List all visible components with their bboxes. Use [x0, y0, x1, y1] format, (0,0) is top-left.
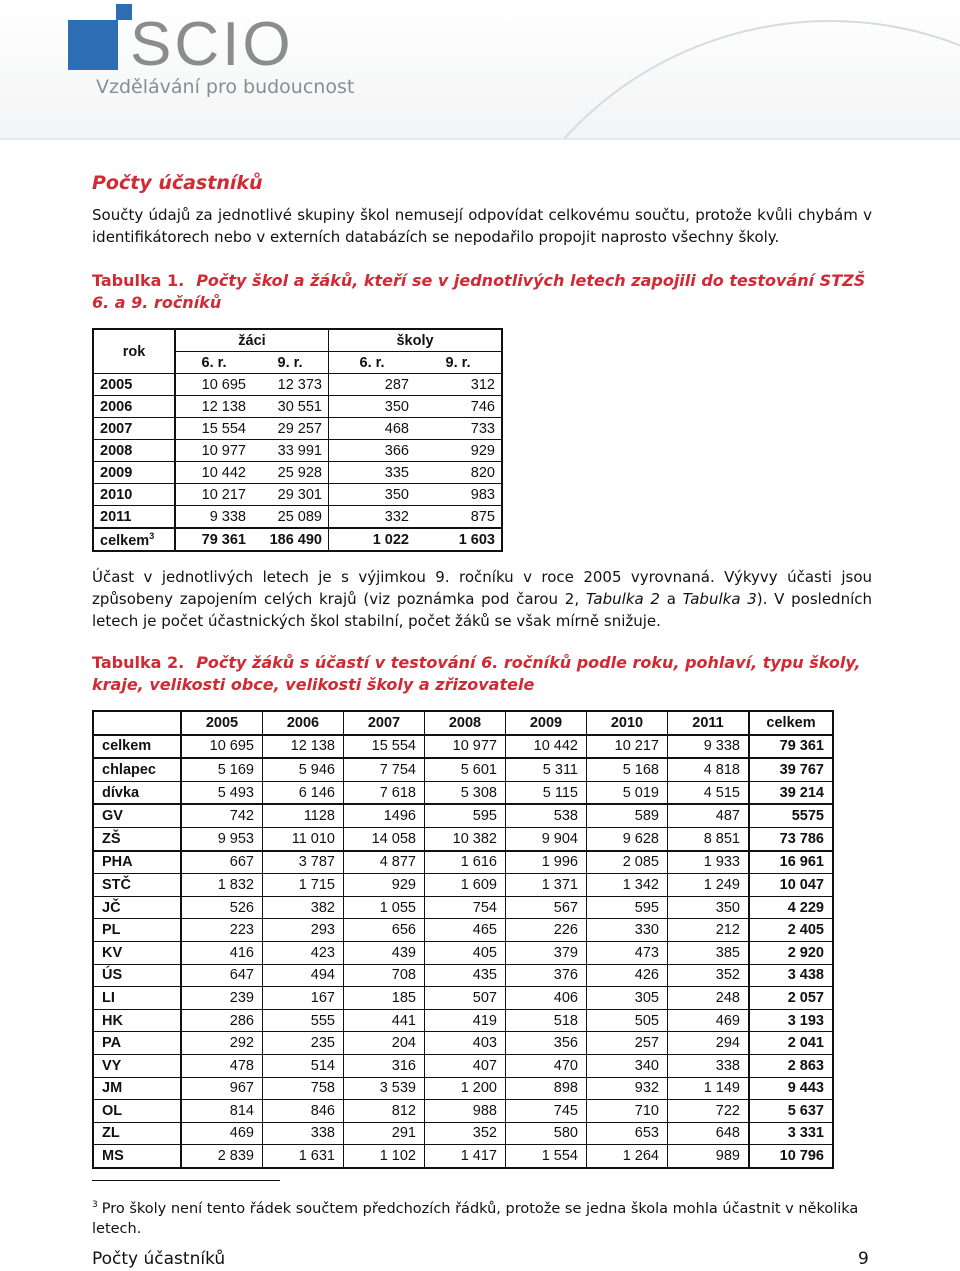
- table1-value-cell: 875: [415, 506, 502, 529]
- table2-total-cell: 2 863: [749, 1054, 833, 1077]
- table2-row-label: VY: [93, 1054, 181, 1077]
- table2-value-cell: 235: [263, 1032, 344, 1055]
- table2-value-cell: 9 953: [181, 827, 263, 850]
- table2-value-cell: 1 616: [425, 851, 506, 874]
- table2-value-cell: 555: [263, 1009, 344, 1032]
- table2-value-cell: 10 442: [506, 735, 587, 759]
- footnote-ref-mark: 3: [149, 530, 155, 541]
- table2-value-cell: 589: [587, 804, 668, 827]
- table1-value-cell: 30 551: [252, 396, 329, 418]
- page-number: 9: [858, 1249, 869, 1269]
- table2-value-cell: 595: [587, 896, 668, 919]
- table2-row-label: MS: [93, 1145, 181, 1168]
- table2-value-cell: 405: [425, 941, 506, 964]
- table2-value-cell: 494: [263, 964, 344, 987]
- table1-row: [93, 484, 502, 506]
- table2-row-label: HK: [93, 1009, 181, 1032]
- table1-header-zaci: žáci: [175, 329, 329, 352]
- summary-conjunction: a: [659, 590, 683, 608]
- table2-value-cell: 340: [587, 1054, 668, 1077]
- table2-value-cell: 239: [181, 987, 263, 1010]
- table1-value-cell: 335: [329, 462, 416, 484]
- table2-row-label: GV: [93, 804, 181, 827]
- table2-value-cell: 487: [668, 804, 750, 827]
- table1-caption-text: Počty škol a žáků, kteří se v jednotlivých letech zapojili do testování STZŠ 6. a 9. ročníků: [92, 271, 866, 312]
- table1-value-cell: 25 089: [252, 506, 329, 529]
- table2-value-cell: 9 628: [587, 827, 668, 850]
- table2-value-cell: 758: [263, 1077, 344, 1100]
- table2-value-cell: 379: [506, 941, 587, 964]
- table2-value-cell: 5 308: [425, 781, 506, 804]
- table2-value-cell: 4 877: [344, 851, 425, 874]
- table1-value-cell: 25 928: [252, 462, 329, 484]
- table2-value-cell: 708: [344, 964, 425, 987]
- table1-value-cell: 10 217: [175, 484, 252, 506]
- table2-value-cell: 1 249: [668, 874, 750, 897]
- table2-value-cell: 419: [425, 1009, 506, 1032]
- table2-value-cell: 470: [506, 1054, 587, 1077]
- table2-value-cell: 2 085: [587, 851, 668, 874]
- table1-value-cell: 29 301: [252, 484, 329, 506]
- table2-value-cell: 469: [668, 1009, 750, 1032]
- table2-value-cell: 167: [263, 987, 344, 1010]
- table1-value-cell: 312: [415, 374, 502, 396]
- table2-row: [93, 919, 833, 942]
- table1-value-cell: 12 373: [252, 374, 329, 396]
- table2-total-cell: 5575: [749, 804, 833, 827]
- table-reference: Tabulka 3: [682, 590, 757, 608]
- table2-value-cell: 9 904: [506, 827, 587, 850]
- table1-year-cell: 2006: [93, 396, 175, 418]
- table2-total-cell: 2 405: [749, 919, 833, 942]
- table2-row-label: JM: [93, 1077, 181, 1100]
- table2-value-cell: 1 715: [263, 874, 344, 897]
- table2-row-label: STČ: [93, 874, 181, 897]
- logo-square-large: [68, 20, 118, 70]
- table1-value-cell: 33 991: [252, 440, 329, 462]
- table1-row: [93, 506, 502, 529]
- table2-row: [93, 1032, 833, 1055]
- table2-value-cell: 352: [425, 1122, 506, 1145]
- table1-year-cell: 2005: [93, 374, 175, 396]
- table2-total-cell: 3 438: [749, 964, 833, 987]
- table2-row-label: OL: [93, 1100, 181, 1123]
- table2-value-cell: 6 146: [263, 781, 344, 804]
- table2-value-cell: 1 631: [263, 1145, 344, 1168]
- table1-total-cell: 1 603: [415, 528, 502, 551]
- table2-row: [93, 851, 833, 874]
- table2-value-cell: 1 342: [587, 874, 668, 897]
- table2-number: Tabulka 2.: [92, 653, 185, 672]
- table2-value-cell: 248: [668, 987, 750, 1010]
- table2-value-cell: 538: [506, 804, 587, 827]
- footnote-text: [92, 1195, 872, 1239]
- table2-value-cell: 722: [668, 1100, 750, 1123]
- footnote-mark: 3: [92, 1200, 98, 1210]
- main-content: [92, 172, 872, 1169]
- table2-column-header: 2007: [344, 711, 425, 735]
- table2-value-cell: 7 618: [344, 781, 425, 804]
- table2-value-cell: 514: [263, 1054, 344, 1077]
- table2-value-cell: 257: [587, 1032, 668, 1055]
- table1-number: Tabulka 1.: [92, 271, 185, 290]
- table2-row: [93, 1077, 833, 1100]
- table2-value-cell: 291: [344, 1122, 425, 1145]
- logo-brand: SCIO: [130, 10, 294, 79]
- table1-value-cell: 10 442: [175, 462, 252, 484]
- table1-subheader: 6. r.: [329, 352, 416, 374]
- table2-value-cell: 932: [587, 1077, 668, 1100]
- table2-row-label: PL: [93, 919, 181, 942]
- table2-value-cell: 5 115: [506, 781, 587, 804]
- table2-total-cell: 10 796: [749, 1145, 833, 1168]
- table2-total-cell: 73 786: [749, 827, 833, 850]
- table2-value-cell: 5 168: [587, 758, 668, 781]
- table2-value-cell: 382: [263, 896, 344, 919]
- scio-logo: [64, 0, 364, 110]
- table2-value-cell: 1 609: [425, 874, 506, 897]
- table2-row-label: JČ: [93, 896, 181, 919]
- table2-value-cell: 478: [181, 1054, 263, 1077]
- table2-value-cell: 745: [506, 1100, 587, 1123]
- table2-value-cell: 567: [506, 896, 587, 919]
- table2-value-cell: 3 539: [344, 1077, 425, 1100]
- table2-caption: [92, 652, 872, 696]
- table2-column-header: celkem: [749, 711, 833, 735]
- table2-total-cell: 9 443: [749, 1077, 833, 1100]
- table2-row: [93, 781, 833, 804]
- table1-total-cell: 1 022: [329, 528, 416, 551]
- table2-value-cell: 439: [344, 941, 425, 964]
- table-reference: Tabulka 2: [585, 590, 660, 608]
- table2-row: [93, 804, 833, 827]
- table2-row: [93, 874, 833, 897]
- table2-value-cell: 5 169: [181, 758, 263, 781]
- table2-value-cell: 14 058: [344, 827, 425, 850]
- table2-value-cell: 352: [668, 964, 750, 987]
- table2-value-cell: 1 933: [668, 851, 750, 874]
- decorative-arc: [470, 20, 960, 140]
- table2-value-cell: 338: [668, 1054, 750, 1077]
- footnote-rule: [92, 1180, 280, 1181]
- table2-column-header: 2006: [263, 711, 344, 735]
- table2-value-cell: 648: [668, 1122, 750, 1145]
- table1-year-cell: 2008: [93, 440, 175, 462]
- table2-value-cell: 223: [181, 919, 263, 942]
- footnote: [92, 1180, 872, 1239]
- table2-value-cell: 580: [506, 1122, 587, 1145]
- table2-value-cell: 898: [506, 1077, 587, 1100]
- table2-value-cell: 1 102: [344, 1145, 425, 1168]
- table2-row-label: ÚS: [93, 964, 181, 987]
- table2-value-cell: 653: [587, 1122, 668, 1145]
- table2-value-cell: 1 055: [344, 896, 425, 919]
- summary-text: Účast v jednotlivých letech je s výjimkou 9. ročníku v roce 2005 vyrovnaná. Výkyvy účasti jsou způsobeny zapojením celých krajů (viz poznámka pod čarou 2,: [92, 568, 872, 608]
- table1-value-cell: 29 257: [252, 418, 329, 440]
- table2-value-cell: 406: [506, 987, 587, 1010]
- table2-value-cell: 356: [506, 1032, 587, 1055]
- table1-value-cell: 9 338: [175, 506, 252, 529]
- table1-value-cell: 350: [329, 484, 416, 506]
- table2-value-cell: 5 019: [587, 781, 668, 804]
- table2-value-cell: 441: [344, 1009, 425, 1032]
- footnote-body: Pro školy není tento řádek součtem předchozích řádků, protože se jedna škola mohla účastnit v několika letech.: [92, 1200, 859, 1237]
- table2-total-cell: 79 361: [749, 735, 833, 759]
- table2-value-cell: 742: [181, 804, 263, 827]
- table2-value-cell: 5 311: [506, 758, 587, 781]
- table2-value-cell: 1 371: [506, 874, 587, 897]
- table2-value-cell: 10 695: [181, 735, 263, 759]
- table2-value-cell: 435: [425, 964, 506, 987]
- table2-value-cell: 10 217: [587, 735, 668, 759]
- table2-value-cell: 7 754: [344, 758, 425, 781]
- table2-value-cell: 507: [425, 987, 506, 1010]
- table1-value-cell: 820: [415, 462, 502, 484]
- table2-value-cell: 330: [587, 919, 668, 942]
- table1-subheader: 9. r.: [252, 352, 329, 374]
- table2-value-cell: 929: [344, 874, 425, 897]
- table2-value-cell: 1 832: [181, 874, 263, 897]
- table2-value-cell: 518: [506, 1009, 587, 1032]
- table2-value-cell: 286: [181, 1009, 263, 1032]
- table2-row-label: LI: [93, 987, 181, 1010]
- table2-value-cell: 416: [181, 941, 263, 964]
- table1-row: [93, 462, 502, 484]
- table2-value-cell: 316: [344, 1054, 425, 1077]
- table2-value-cell: 1 149: [668, 1077, 750, 1100]
- header-divider: [0, 138, 960, 140]
- table1-year-cell: 2009: [93, 462, 175, 484]
- table2-value-cell: 5 493: [181, 781, 263, 804]
- table2-value-cell: 4 515: [668, 781, 750, 804]
- table1-value-cell: 366: [329, 440, 416, 462]
- table1-year-cell: 2010: [93, 484, 175, 506]
- logo-slogan: Vzdělávání pro budoucnost: [96, 76, 355, 98]
- table2-value-cell: 12 138: [263, 735, 344, 759]
- table1-value-cell: 733: [415, 418, 502, 440]
- table1-total-label: [93, 528, 175, 551]
- table2-total-cell: 5 637: [749, 1100, 833, 1123]
- table1-header-skoly: školy: [329, 329, 503, 352]
- table2-value-cell: 1 200: [425, 1077, 506, 1100]
- table2-value-cell: 204: [344, 1032, 425, 1055]
- table2-row-label: chlapec: [93, 758, 181, 781]
- table2-value-cell: 10 977: [425, 735, 506, 759]
- table1-total-cell: 79 361: [175, 528, 252, 551]
- table2-value-cell: 350: [668, 896, 750, 919]
- table2-total-cell: 39 214: [749, 781, 833, 804]
- table2-value-cell: 9 338: [668, 735, 750, 759]
- table1-header-rok: rok: [93, 329, 175, 374]
- table1-value-cell: 287: [329, 374, 416, 396]
- table2-total-cell: 10 047: [749, 874, 833, 897]
- table2-value-cell: 465: [425, 919, 506, 942]
- footer-title: Počty účastníků: [92, 1249, 226, 1269]
- table2-row: [93, 941, 833, 964]
- table1-total-text: celkem: [100, 532, 150, 549]
- table2-total-cell: 3 193: [749, 1009, 833, 1032]
- table2-value-cell: 376: [506, 964, 587, 987]
- table2-total-cell: 2 057: [749, 987, 833, 1010]
- table2-value-cell: 294: [668, 1032, 750, 1055]
- table2-value-cell: 967: [181, 1077, 263, 1100]
- table2-value-cell: 226: [506, 919, 587, 942]
- table2-total-cell: 2 041: [749, 1032, 833, 1055]
- table1-row: [93, 418, 502, 440]
- table2-value-cell: 338: [263, 1122, 344, 1145]
- table2-value-cell: 754: [425, 896, 506, 919]
- table1-value-cell: 12 138: [175, 396, 252, 418]
- table2-value-cell: 595: [425, 804, 506, 827]
- table2-row: [93, 896, 833, 919]
- table2-value-cell: 846: [263, 1100, 344, 1123]
- table2-row: [93, 1054, 833, 1077]
- table2-value-cell: 8 851: [668, 827, 750, 850]
- table2-value-cell: 5 601: [425, 758, 506, 781]
- table1-year-cell: 2007: [93, 418, 175, 440]
- table2-value-cell: 15 554: [344, 735, 425, 759]
- table2-corner: [93, 711, 181, 735]
- table1-value-cell: 332: [329, 506, 416, 529]
- table2-value-cell: 1 554: [506, 1145, 587, 1168]
- table2-value-cell: 1496: [344, 804, 425, 827]
- table2-value-cell: 988: [425, 1100, 506, 1123]
- table2-value-cell: 1 264: [587, 1145, 668, 1168]
- table2-row-label: celkem: [93, 735, 181, 759]
- page-header: [0, 0, 960, 140]
- table2-value-cell: 3 787: [263, 851, 344, 874]
- table2-row: [93, 735, 833, 759]
- table1-total-cell: 186 490: [252, 528, 329, 551]
- table2-row-label: dívka: [93, 781, 181, 804]
- table2-column-header: 2009: [506, 711, 587, 735]
- table2-value-cell: 426: [587, 964, 668, 987]
- table2-value-cell: 4 818: [668, 758, 750, 781]
- table1-value-cell: 929: [415, 440, 502, 462]
- table1-value-cell: 350: [329, 396, 416, 418]
- table2-row: [93, 987, 833, 1010]
- table2-value-cell: 1 996: [506, 851, 587, 874]
- table2-value-cell: 423: [263, 941, 344, 964]
- table1-row: [93, 396, 502, 418]
- table1-caption: [92, 270, 872, 314]
- table2-value-cell: 385: [668, 941, 750, 964]
- table2-value-cell: 305: [587, 987, 668, 1010]
- table2-total-cell: 39 767: [749, 758, 833, 781]
- table2-value-cell: 1 417: [425, 1145, 506, 1168]
- table2-row: [93, 1009, 833, 1032]
- table2-row-label: ZL: [93, 1122, 181, 1145]
- table2-value-cell: 989: [668, 1145, 750, 1168]
- table2-total-cell: 2 920: [749, 941, 833, 964]
- intro-paragraph: Součty údajů za jednotlivé skupiny škol nemusejí odpovídat celkovému součtu, protože kvůli chybám v identifikátorech nebo v externích databázích se nepodařilo propojit naprosto všechny školy.: [92, 206, 872, 246]
- table1-value-cell: 10 977: [175, 440, 252, 462]
- table1-value-cell: 10 695: [175, 374, 252, 396]
- table2-row-label: PHA: [93, 851, 181, 874]
- table2-column-header: 2005: [181, 711, 263, 735]
- table2-value-cell: 11 010: [263, 827, 344, 850]
- table2-value-cell: 10 382: [425, 827, 506, 850]
- table1-year-cell: 2011: [93, 506, 175, 529]
- table2-value-cell: 293: [263, 919, 344, 942]
- table2-value-cell: 212: [668, 919, 750, 942]
- table1-value-cell: 983: [415, 484, 502, 506]
- table2-value-cell: 667: [181, 851, 263, 874]
- table1-row: [93, 440, 502, 462]
- table2-row: [93, 1122, 833, 1145]
- table2-value-cell: 469: [181, 1122, 263, 1145]
- table1-total-row: [93, 528, 502, 551]
- table2-value-cell: 473: [587, 941, 668, 964]
- table2-row: [93, 758, 833, 781]
- table2-value-cell: 403: [425, 1032, 506, 1055]
- section-title: Počty účastníků: [92, 172, 263, 194]
- table2-total-cell: 3 331: [749, 1122, 833, 1145]
- table2-row-label: KV: [93, 941, 181, 964]
- table2: [92, 710, 834, 1169]
- table2-value-cell: 656: [344, 919, 425, 942]
- table1-subheader: 9. r.: [415, 352, 502, 374]
- table2-row: [93, 1100, 833, 1123]
- table2-total-cell: 16 961: [749, 851, 833, 874]
- table1-subheader: 6. r.: [175, 352, 252, 374]
- table2-row: [93, 1145, 833, 1168]
- table1-value-cell: 746: [415, 396, 502, 418]
- table2-value-cell: 647: [181, 964, 263, 987]
- table2-value-cell: 812: [344, 1100, 425, 1123]
- table1-value-cell: 15 554: [175, 418, 252, 440]
- table2-value-cell: 710: [587, 1100, 668, 1123]
- table2-column-header: 2011: [668, 711, 750, 735]
- table2-column-header: 2008: [425, 711, 506, 735]
- table2-row: [93, 827, 833, 850]
- table2-total-cell: 4 229: [749, 896, 833, 919]
- table2-value-cell: 292: [181, 1032, 263, 1055]
- table1-value-cell: 468: [329, 418, 416, 440]
- table2-value-cell: 185: [344, 987, 425, 1010]
- table2-row-label: ZŠ: [93, 827, 181, 850]
- table2-caption-text: Počty žáků s účastí v testování 6. ročníků podle roku, pohlaví, typu školy, kraje, velikosti obce, velikosti školy a zřizovatele: [92, 653, 861, 694]
- table2-value-cell: 2 839: [181, 1145, 263, 1168]
- table2-value-cell: 5 946: [263, 758, 344, 781]
- table1-row: [93, 374, 502, 396]
- table2-value-cell: 814: [181, 1100, 263, 1123]
- table2-row-label: PA: [93, 1032, 181, 1055]
- table2-value-cell: 1128: [263, 804, 344, 827]
- summary-paragraph: [92, 566, 872, 632]
- table2-column-header: 2010: [587, 711, 668, 735]
- table2-value-cell: 526: [181, 896, 263, 919]
- table2-row: [93, 964, 833, 987]
- table2-value-cell: 505: [587, 1009, 668, 1032]
- table2-value-cell: 407: [425, 1054, 506, 1077]
- summary-text: ). V posledních letech je počet účastnických škol stabilní, počet žáků se však mírně snižuje.: [92, 590, 873, 630]
- table1: [92, 328, 503, 552]
